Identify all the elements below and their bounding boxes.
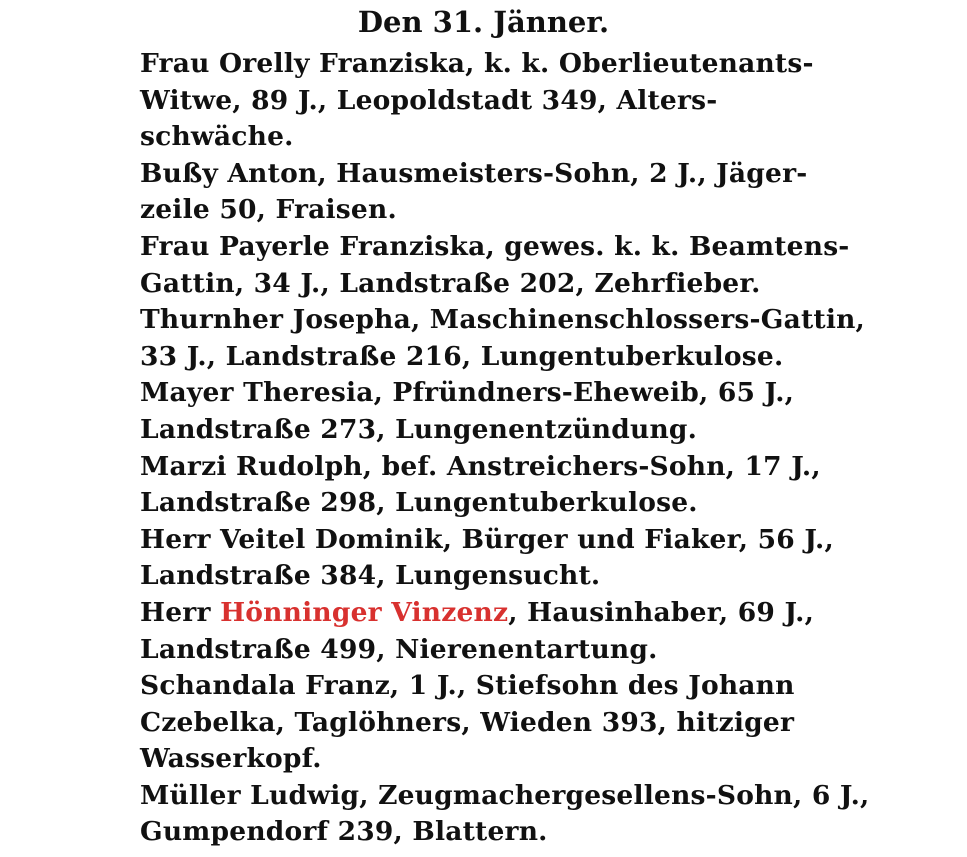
entry-line: Landstraße 499, Nierenentartung. [140,633,658,665]
entry-line: Marzi Rudolph, bef. Anstreichers-Sohn, 17 J., [140,450,821,482]
entry-line: zeile 50, Fraisen. [140,194,397,226]
entry-line: 33 J., Landstraße 216, Lungentuberkulose. [140,340,784,372]
entry-line: schwäche. [140,121,294,153]
entry-line: Landstraße 298, Lungentuberkulose. [140,487,698,519]
entry-line: Landstraße 273, Lungenentzündung. [140,413,698,445]
death-notice-entry [140,302,865,375]
death-notice-entry [140,229,850,302]
entry-line: Gattin, 34 J., Landstraße 202, Zehrfieber. [140,267,761,299]
death-notice-entry [140,46,814,156]
entry-line: Frau Payerle Franziska, gewes. k. k. Beamtens- [140,230,850,262]
entry-line-suffix: , Hausinhaber, 69 J., [508,596,815,628]
death-notice-entry [140,375,800,448]
death-notice-entry-highlighted [140,595,815,668]
death-notice-entry [140,668,800,778]
entry-line-prefix: Herr [140,596,221,628]
entry-line: Wasserkopf. [140,743,322,775]
death-notice-entry [140,449,821,522]
death-notice-list [140,46,870,851]
highlighted-name: Hönninger Vinzenz [220,596,509,628]
entry-line: Landstraße 384, Lungensucht. [140,560,601,592]
entry-line: Müller Ludwig, Zeugmachergesellens-Sohn, 6 J., [140,779,870,811]
entry-line: Czebelka, Taglöhners, Wieden 393, hitziger [140,706,795,738]
entry-line: Gumpendorf 239, Blattern. [140,816,548,848]
entry-line: Mayer Theresia, Pfründners-Eheweib, 65 J., [140,377,795,409]
entry-line: Bußy Anton, Hausmeisters-Sohn, 2 J., Jäger- [140,157,808,189]
entry-line: Thurnher Josepha, Maschinenschlossers-Gattin, [140,304,865,336]
entry-line: Herr Veitel Dominik, Bürger und Fiaker, 56 J., [140,523,834,555]
death-notice-entry [140,522,834,595]
entry-line: Witwe, 89 J., Leopoldstadt 349, Alters- [140,84,718,116]
date-heading: Den 31. Jänner. [357,5,610,39]
death-notice-entry [140,778,870,851]
entry-line [140,595,815,632]
entry-line: Frau Orelly Franziska, k. k. Oberlieutenants- [140,48,814,79]
death-notice-entry [140,156,808,229]
entry-line: Schandala Franz, 1 J., Stiefsohn des Johann [140,670,795,702]
